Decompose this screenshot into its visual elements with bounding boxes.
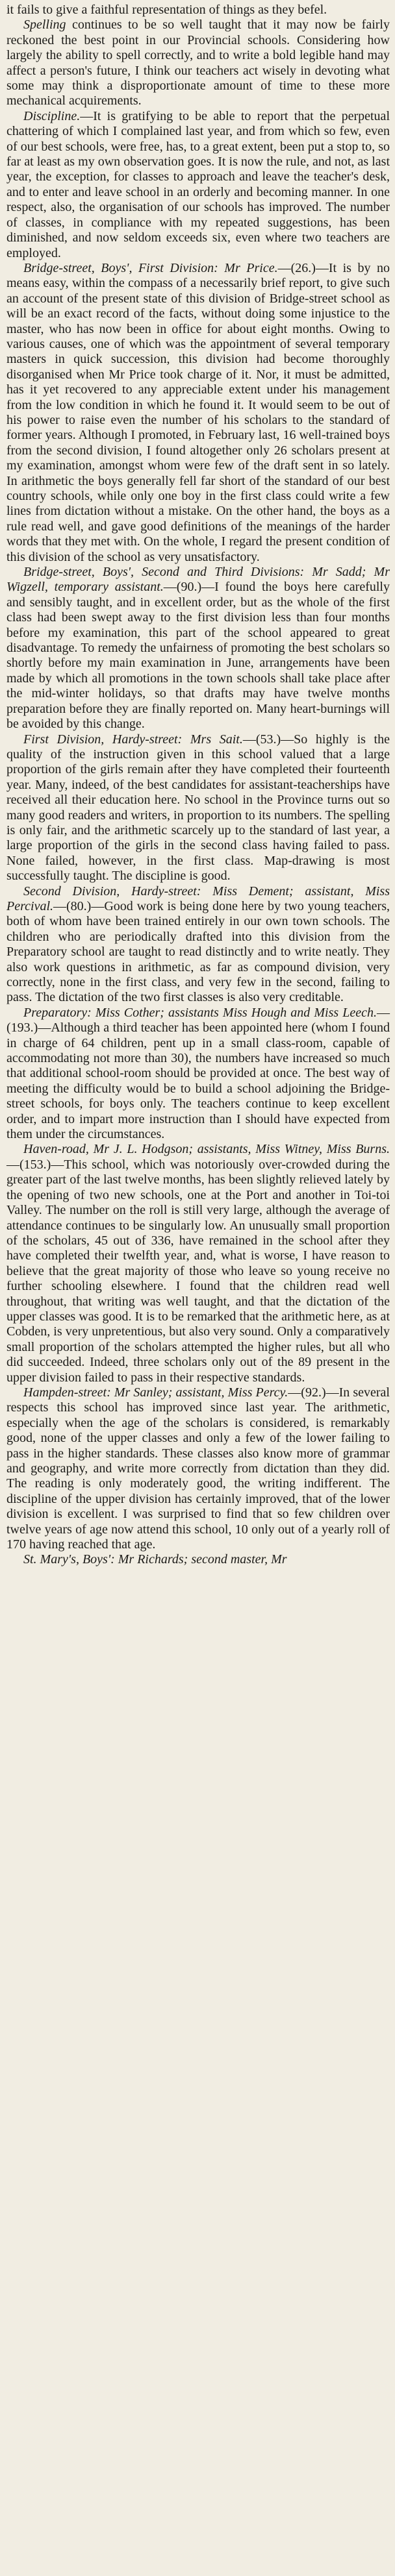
paragraph-lead: Haven-road, Mr J. L. Hodgson; assistants, Miss Witney, Miss Burns. xyxy=(23,1142,390,1157)
paragraph-bridge-street-second-third-divisions xyxy=(6,565,390,732)
paragraph-text: —(53.)—So highly is the quality of the instruction given in this school valued that a large proportion of the girls remain after they have completed their fourteenth year. Many, indeed, of the best candidates for assistant-teacherships have received all their education here. No school in the Province turns out so many good readers and writers, in proportion to its numbers. The spelling is only fair, and the arithmetic scarcely up to the standard of last year, a large proportion of the girls in the second class having failed to pass. None failed, however, in the first class. Map-drawing is most successfully taught. The discipline is good. xyxy=(6,732,390,884)
paragraph-text: —(80.)—Good work is being done here by two young teachers, both of whom have been trained entirely in our own town schools. The children who are periodically drafted into this division from the Preparatory school are taught to read distinctly and to write neatly. They also work questions in arithmetic, as far as compound division, very correctly, none in the first class, and very few in the second, failing to pass. The dictation of the two first classes is also very creditable. xyxy=(6,898,390,1005)
paragraph-haven-road xyxy=(6,1142,390,1385)
paragraph-lead: St. Mary's, Boys': Mr Richards; second master, Mr xyxy=(23,1552,287,1567)
paragraph-intro-continuation xyxy=(6,3,390,18)
paragraph-spelling xyxy=(6,18,390,108)
paragraph-hampden-street xyxy=(6,1385,390,1552)
paragraph-text: —(193.)—Although a third teacher has been appointed here (whom I found in charge of 64 children, pent up in a small class-room, capable of accommodating not more than 30), the numbers have increased so much that additional school-room should be provided at once. The best way of meeting the difficulty would be to build a school adjoining the Bridge-street schools, for boys only. The teachers continue to keep excellent order, and to impart more instruction than I should have expected from them under the circumstances. xyxy=(6,1005,390,1142)
paragraph-lead: First Division, Hardy-street: Mrs Sait. xyxy=(23,732,243,747)
paragraph-text: —(26.)—It is by no means easy, within the compass of a necessarily brief report, to give such an account of the present state of this division of Bridge-street school as will be an exact record of the facts, without doing some injustice to the master, who has now been in office for about eight months. Owing to various causes, one of which was the appointment of several temporary masters in quick succession, this division had become thoroughly disorganised when Mr Price took charge of it. Nor, it must be admitted, has it yet recovered to any appreciable extent under his management from the low condition in which he found it. It would seem to be out of his power to raise even the number of his scholars to the standard of former years. Although I promoted, in February last, 16 well-trained boys from the second division, I found altogether only 26 scholars present at my examination, amongst whom were few of the draft sent in so lately. In arithmetic the boys generally fell far short of the standard of our best country schools, while only one boy in the first class could write a few lines from dictation without a mistake. On the other hand, the boys as a rule read well, and gave good definitions of the meanings of the harder words that they met with. On the whole, I regard the present condition of this division of the school as very unsatisfactory. xyxy=(6,260,390,564)
paragraph-hardy-street-second-division xyxy=(6,884,390,1006)
paragraph-bridge-street-first-division xyxy=(6,261,390,565)
paragraph-lead: Spelling xyxy=(23,18,66,32)
paragraph-lead: Hampden-street: Mr Sanley; assistant, Miss Percy. xyxy=(23,1385,288,1400)
paragraph-st-marys-boys xyxy=(6,1552,390,1567)
paragraph-text: —(92.)—In several respects this school has improved since last year. The arithmetic, especially when the age of the scholars is considered, is remarkably good, none of the upper classes and only a few of the lower failing to pass in the higher standards. These classes also know more of grammar and geography, and write more correctly from dictation than they did. The reading is only moderately good, the writing indifferent. The discipline of the upper division has certainly improved, that of the lower division is excellent. I was surprised to find that so few children over twelve years of age now attend this school, 10 only out of a yearly roll of 170 having reached that age. xyxy=(6,1385,390,1552)
paragraph-lead: Discipline. xyxy=(23,108,81,123)
paragraph-text: —(90.)—I found the boys here carefully and sensibly taught, and in excellent order, but as the whole of the first class had been swept away to the first division less than four months before my examination, this part of the school appeared to great disadvantage. To remedy the unfairness of promoting the best scholars so shortly before my main examination in June, arrangements have been made by which all promotions in the town schools shall take place after the mid-winter holidays, so that drafts may have twelve months preparation before they are finally reported on. Many heart-burnings will be avoided by this change. xyxy=(6,580,390,732)
paragraph-lead: Bridge-street, Boys', First Division: Mr Price. xyxy=(23,260,278,275)
paragraph-text: —(153.)—This school, which was notoriously over-crowded during the greater part of the last twelve months, has been slightly relieved lately by the opening of two new schools, one at the Port and another in Toi-toi Valley. The number on the roll is still very large, although the average of attendance continues to be singularly low. An unusually small proportion of the scholars, 45 out of 336, have remained in the school after they have completed their twelfth year, and, what is worse, I have reason to believe that the great majority of those who leave so young receive no further schooling elsewhere. I found that the children read well throughout, that writing was well taught, and that the dictation of the upper classes was good. It is to be remarked that the arithmetic here, as at Cobden, is very unpretentious, but also very sound. Only a comparatively small proportion of the scholars attempted the higher rules, but all who did succeeded. Indeed, three scholars only out of the 89 present in the upper division failed to pass in their respective standards. xyxy=(6,1157,390,1385)
paragraph-lead: Second Division, Hardy-street: Miss Dement; assistant, Miss Percival. xyxy=(6,884,390,913)
paragraph-lead: Preparatory: Miss Cother; assistants Miss Hough and Miss Leech. xyxy=(23,1005,377,1020)
paragraph-preparatory xyxy=(6,1006,390,1143)
paragraph-text: —It is gratifying to be able to report that the perpetual chattering of which I complained last year, and from which so few, even of our best schools, were free, has, to a great extent, been put a stop to, so far at least as my own observation goes. It is now the rule, and not, as last year, the exception, for classes to approach and leave the teacher's desk, and to enter and leave school in an orderly and becoming manner. In one respect, also, the organisation of our schools has improved. The number of classes, in compliance with my repeated suggestions, has been diminished, and now seldom exceeds six, even where two teachers are employed. xyxy=(6,108,390,260)
paragraph-text: it fails to give a faithful representation of things as they befel. xyxy=(6,3,327,17)
paragraph-lead: Bridge-street, Boys', Second and Third Divisions: Mr Sadd; Mr Wigzell, temporary assistant. xyxy=(6,565,390,595)
paragraph-text: continues to be so well taught that it may now be fairly reckoned the best point in our Provincial schools. Considering how largely the ability to spell correctly, and to write a bold legible hand may affect a person's future, I think our teachers act wisely in devoting what some may think a disproportionate amount of time to these more mechanical acquirements. xyxy=(6,18,390,108)
paragraph-hardy-street-first-division xyxy=(6,732,390,884)
paragraph-discipline xyxy=(6,109,390,261)
